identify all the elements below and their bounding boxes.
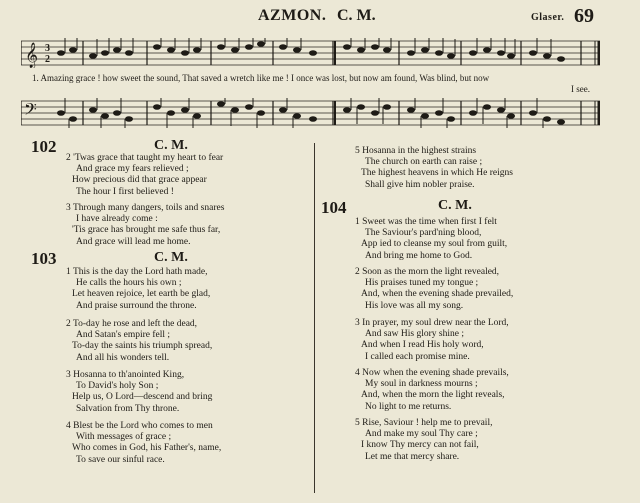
page-header [0, 7, 640, 29]
stanza: 3 In prayer, my soul drew near the Lord, And saw His glory shine ; And when I read His holy word, I called each promise mine. [355, 318, 509, 362]
hymn-meter: C. M. [154, 138, 188, 153]
music-staff-bass [21, 98, 600, 128]
hymn-number: 102 [31, 137, 57, 156]
column-divider [314, 143, 315, 493]
hymn-number: 103 [31, 249, 57, 268]
stanza: 5 Hosanna in the highest strains The church on earth can raise ; The highest heavens in which He reigns Shall give him nobler praise. [355, 146, 513, 190]
hymn-meter: C. M. [438, 198, 472, 213]
lyric-line: 1. Amazing grace ! how sweet the sound, That saved a wretch like me ! I once was lost, but now am found, Was blind, but now [32, 73, 490, 83]
stanza: 1 This is the day the Lord hath made, He calls the hours his own ; Let heaven rejoice, let earth be glad, And praise surround the throne. [66, 267, 211, 311]
svg-text:𝄞: 𝄞 [25, 43, 39, 68]
music-staff-treble [21, 38, 600, 68]
svg-text:2: 2 [45, 54, 50, 65]
tune-meter: C. M. [337, 7, 376, 24]
page-number: 69 [574, 5, 594, 27]
stanza: 4 Blest be the Lord who comes to men With messages of grace ; Who comes in God, his Father's, name, To save our sinful race. [66, 421, 222, 465]
stanza: 4 Now when the evening shade prevails, My soul in darkness mourns ; And, when the morn the light reveals, No light to me returns. [355, 368, 509, 412]
stanza: 1 Sweet was the time when first I felt The Saviour's pard'ning blood, App ied to cleanse my soul from guilt, And bring me home to God. [355, 217, 508, 261]
stanza: 2 Soon as the morn the light revealed, His praises tuned my tongue ; And, when the evening shade prevailed, His love was all my song. [355, 267, 514, 311]
stanza: 3 Hosanna to th'anointed King, To David's holy Son ; Help us, O Lord—descend and bring Salvation from Thy throne. [66, 370, 213, 414]
svg-text:3: 3 [45, 43, 50, 54]
tune-title: AZMON. [258, 7, 327, 24]
stanza: 2 To-day he rose and left the dead, And Satan's empire fell ; To-day the saints his triumph spread, And all his wonders tell. [66, 319, 213, 363]
stanza: 5 Rise, Saviour ! help me to prevail, And make my soul Thy care ; I know Thy mercy can not fail, Let me that mercy share. [355, 418, 493, 462]
lyric-line-continuation: I see. [571, 84, 590, 94]
stanza: 3 Through many dangers, toils and snares I have already come : 'Tis grace has brought me safe thus far, And grace will lead me home. [66, 203, 225, 247]
hymn-number: 104 [321, 198, 347, 217]
svg-text:𝄢: 𝄢 [24, 99, 37, 123]
hymn-meter: C. M. [154, 250, 188, 265]
composer-name: Glaser. [531, 12, 565, 23]
stanza: 2 'Twas grace that taught my heart to fear And grace my fears relieved ; How precious did that grace appear The hour I first believed ! [66, 153, 224, 197]
